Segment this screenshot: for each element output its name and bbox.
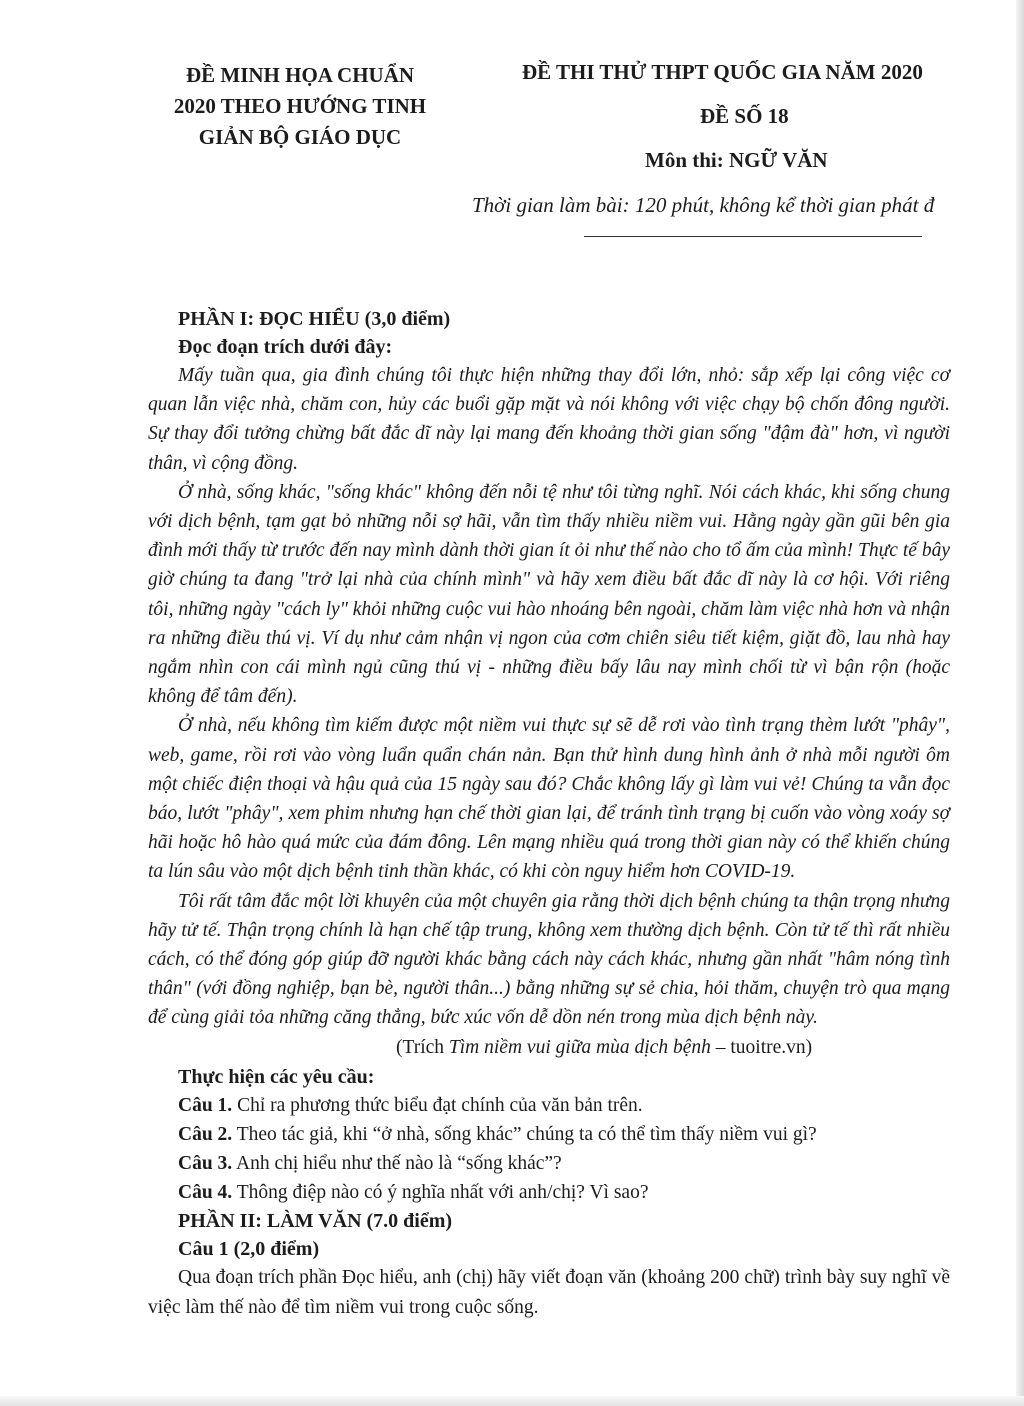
ministry-header [150,60,450,153]
header-divider [584,236,922,237]
ministry-header-line-2: 2020 THEO HƯỚNG TINH [173,94,427,118]
citation-source: – tuoitre.vn) [710,1036,813,1058]
question-1 [178,1091,950,1120]
essay-question-1-text: Qua đoạn trích phần Đọc hiểu, anh (chị) hãy viết đoạn văn (khoảng 200 chữ) trình bày suy nghĩ về việc làm thế nào để tìm niềm vui trong cuộc sống. [148,1266,950,1318]
passage-paragraph-2: Ở nhà, sống khác, "sống khác" không đến nỗi tệ như tôi từng nghĩ. Nói cách khác, khi sống chung với dịch bệnh, tạm gạt bỏ những nỗi sợ hãi, vẫn tìm thấy nhiều niềm vui. Hằng ngày gần gũi bên gia đình mới thấy từ trước đến nay mình dành thời gian ít ỏi như thế nào cho tổ ấm của mình! Thực tế bây giờ chúng ta đang "trở lại nhà của chính mình" và hãy xem điều bất đắc dĩ này là cơ hội. Với riêng tôi, những ngày "cách ly" khỏi những cuộc vui hào nhoáng bên ngoài, chăm làm việc nhà hơn và nhận ra những điều thú vị. Ví dụ như cảm nhận vị ngon của cơm chiên siêu tiết kiệm, giặt đồ, lau nhà hay ngắm nhìn con cái mình ngủ cũng thú vị - những điều bấy lâu nay mình chối từ vì bận rộn (hoặc không để tâm đến). [148,481,950,708]
passage-paragraph-3: Ở nhà, nếu không tìm kiếm được một niềm vui thực sự sẽ dễ rơi vào tình trạng thèm lướt "phây", web, game, rồi rơi vào vòng luẩn quẩn chán nản. Bạn thử hình dung hình ảnh ở nhà mỗi người ôm một chiếc điện thoại và hậu quả của 15 ngày sau đó? Chắc không lấy gì làm vui vẻ! Chúng ta vẫn đọc báo, lướt "phây", xem phim nhưng hạn chế thời gian lại, để tránh tình trạng bị cuốn vào vòng xoáy sợ hãi hoặc hô hào quá mức của đám đông. Lên mạng nhiều quá trong thời gian này có thể khiến chúng ta lún sâu vào một dịch bệnh tinh thần khác, có khi còn nguy hiểm hơn COVID-19. [148,715,950,883]
question-4 [178,1178,950,1207]
exam-number: ĐỀ SỐ 18 [700,104,789,128]
page-edge-shadow [1016,0,1024,1406]
question-1-text: Chỉ ra phương thức biểu đạt chính của văn bản trên. [232,1094,643,1116]
ministry-header-line-3: GIẢN BỘ GIÁO DỤC [198,125,402,149]
reading-instruction: Đọc đoạn trích dưới đây: [178,336,393,358]
page-bottom-edge [0,1396,1024,1406]
question-3-label: Câu 3. [178,1152,233,1174]
question-2 [178,1120,950,1149]
part2-title: PHẦN II: LÀM VĂN (7.0 điểm) [178,1209,453,1232]
question-4-text: Thông điệp nào có ý nghĩa nhất với anh/chị? Vì sao? [232,1181,649,1203]
citation-title: Tìm niềm vui giữa mùa dịch bệnh [448,1036,711,1058]
citation-prefix: (Trích [396,1036,449,1058]
passage-paragraph-4: Tôi rất tâm đắc một lời khuyên của một chuyên gia rằng thời dịch bệnh chúng ta thận trọng nhưng hãy tử tế. Thận trọng chính là hạn chế tập trung, không xem thường dịch bệnh. Còn tử tế thì rất nhiều cách, có thể đóng góp giúp đỡ người khác bằng cách này cách khác, nhưng gần nhất "hâm nóng tình thân" (với đồng nghiệp, bạn bè, người thân...) bằng những sự sẻ chia, hỏi thăm, chuyện trò qua mạng để cùng giải tỏa những căng thẳng, bức xúc vốn dễ dồn nén trong mùa dịch bệnh này. [148,890,950,1029]
question-3-text: Anh chị hiểu như thế nào là “sống khác”? [232,1152,562,1174]
tasks-title: Thực hiện các yêu cầu: [178,1065,375,1088]
time-note: Thời gian làm bài: 120 phút, không kể thời gian phát đ [472,193,935,217]
question-4-label: Câu 4. [178,1181,233,1203]
passage-paragraph-1: Mấy tuần qua, gia đình chúng tôi thực hiện những thay đổi lớn, nhỏ: sắp xếp lại công việc cơ quan lẫn việc nhà, chăm con, hủy các buổi gặp mặt và nói không với việc chạy bộ chốn đông người. Sự thay đổi tưởng chừng bất đắc dĩ này lại mang đến khoảng thời gian sống "đậm đà" hơn, vì người thân, vì cộng đồng. [148,365,950,474]
question-2-text: Theo tác giả, khi “ở nhà, sống khác” chúng ta có thể tìm thấy niềm vui gì? [232,1123,817,1145]
exam-title: ĐỀ THI THỬ THPT QUỐC GIA NĂM 2020 [522,60,923,84]
question-3 [178,1149,950,1178]
question-2-label: Câu 2. [178,1123,233,1145]
exam-body [148,305,950,1323]
essay-question-1-title: Câu 1 (2,0 điểm) [178,1237,320,1260]
exam-subject: Môn thi: NGỮ VĂN [645,148,828,172]
ministry-header-line-1: ĐỀ MINH HỌA CHUẨN [185,63,415,87]
part1-title: PHẦN I: ĐỌC HIỂU (3,0 điểm) [178,308,451,330]
citation [178,1033,950,1063]
question-1-label: Câu 1. [178,1094,233,1116]
